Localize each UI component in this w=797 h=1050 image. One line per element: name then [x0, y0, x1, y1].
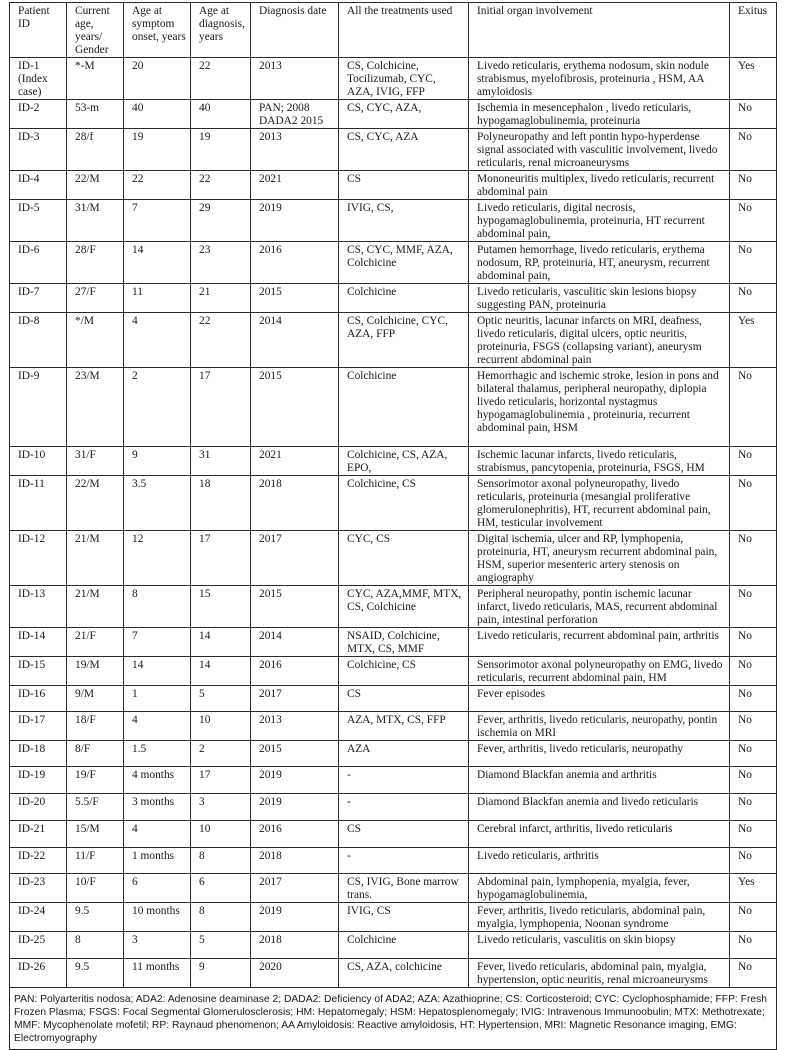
- cell-patient-id: ID-5: [10, 200, 67, 242]
- table-row: [10, 848, 777, 874]
- table-row: [10, 821, 777, 848]
- cell-exitus: No: [730, 959, 777, 988]
- cell-organ-involvement: Polyneuropathy and left pontin hypo-hyperdense signal associated with vasculitic involvement, livedo reticularis, renal microaneurysms: [469, 129, 730, 171]
- footnote-row: [10, 988, 777, 1050]
- cell-patient-id: ID-15: [10, 657, 67, 686]
- cell-age-onset: 14: [124, 242, 191, 284]
- cell-age-onset: 4: [124, 712, 191, 741]
- cell-diagnosis-date: 2019: [251, 903, 339, 932]
- cell-exitus: No: [730, 368, 777, 447]
- cell-treatments: CS, Colchicine, CYC, AZA, FFP: [339, 313, 469, 368]
- cell-age-diagnosis: 40: [191, 100, 251, 129]
- table-row: [10, 531, 777, 586]
- cell-diagnosis-date: 2021: [251, 447, 339, 476]
- cell-age-onset: 40: [124, 100, 191, 129]
- cell-diagnosis-date: PAN; 2008 DADA2 2015: [251, 100, 339, 129]
- cell-exitus: No: [730, 628, 777, 657]
- cell-patient-id: ID-19: [10, 767, 67, 794]
- cell-age-diagnosis: 31: [191, 447, 251, 476]
- cell-age-onset: 11 months: [124, 959, 191, 988]
- cell-organ-involvement: Fever, arthritis, livedo reticularis, abdominal pain, myalgia, lymphopenia, Noonan syndrome: [469, 903, 730, 932]
- cell-exitus: No: [730, 586, 777, 628]
- cell-diagnosis-date: 2018: [251, 848, 339, 874]
- cell-exitus: No: [730, 848, 777, 874]
- header-current-age-gender: Current age, years/ Gender: [67, 3, 124, 58]
- cell-age-onset: 1: [124, 686, 191, 712]
- cell-patient-id: ID-13: [10, 586, 67, 628]
- cell-age-diagnosis: 5: [191, 932, 251, 959]
- table-row: [10, 242, 777, 284]
- cell-current-age-gender: 22/M: [67, 476, 124, 531]
- cell-age-onset: 12: [124, 531, 191, 586]
- cell-diagnosis-date: 2017: [251, 874, 339, 903]
- cell-age-diagnosis: 17: [191, 368, 251, 447]
- cell-patient-id: ID-3: [10, 129, 67, 171]
- cell-treatments: Colchicine: [339, 368, 469, 447]
- cell-age-diagnosis: 2: [191, 741, 251, 767]
- cell-organ-involvement: Digital ischemia, ulcer and RP, lymphopenia, proteinuria, HT, aneurysm recurrent abdominal pain, HSM, superior mesenteric artery stenosis on angiography: [469, 531, 730, 586]
- cell-organ-involvement: Fever, arthritis, livedo reticularis, neuropathy: [469, 741, 730, 767]
- cell-patient-id: ID-20: [10, 794, 67, 821]
- cell-diagnosis-date: 2021: [251, 171, 339, 200]
- cell-age-onset: 10 months: [124, 903, 191, 932]
- cell-diagnosis-date: 2014: [251, 628, 339, 657]
- cell-treatments: AZA, MTX, CS, FFP: [339, 712, 469, 741]
- cell-treatments: CS: [339, 821, 469, 848]
- cell-treatments: Colchicine, CS: [339, 657, 469, 686]
- cell-age-diagnosis: 22: [191, 171, 251, 200]
- cell-exitus: Yes: [730, 58, 777, 100]
- cell-current-age-gender: 53-m: [67, 100, 124, 129]
- cell-exitus: No: [730, 821, 777, 848]
- cell-patient-id: ID-21: [10, 821, 67, 848]
- cell-current-age-gender: 21/M: [67, 586, 124, 628]
- cell-organ-involvement: Ischemia in mesencephalon , livedo reticularis, hypogamaglobulinemia, proteinuria: [469, 100, 730, 129]
- header-treatments: All the treatments used: [339, 3, 469, 58]
- cell-patient-id: ID-10: [10, 447, 67, 476]
- cell-exitus: No: [730, 932, 777, 959]
- cell-organ-involvement: Sensorimotor axonal polyneuropathy, livedo reticularis, proteinuria (mesangial proliferative glomerulonephritis), HT, recurrent abdominal pain, HM, testicular involvement: [469, 476, 730, 531]
- cell-treatments: Colchicine, CS, AZA, EPO,: [339, 447, 469, 476]
- cell-treatments: CS: [339, 686, 469, 712]
- cell-treatments: AZA: [339, 741, 469, 767]
- cell-age-onset: 6: [124, 874, 191, 903]
- table-row: [10, 712, 777, 741]
- cell-patient-id: ID-24: [10, 903, 67, 932]
- table-row: [10, 628, 777, 657]
- cell-age-diagnosis: 5: [191, 686, 251, 712]
- cell-diagnosis-date: 2016: [251, 657, 339, 686]
- cell-treatments: Colchicine, CS: [339, 476, 469, 531]
- cell-organ-involvement: Diamond Blackfan anemia and arthritis: [469, 767, 730, 794]
- cell-patient-id: ID-16: [10, 686, 67, 712]
- table-row: [10, 903, 777, 932]
- header-row: [10, 3, 777, 58]
- cell-diagnosis-date: 2015: [251, 368, 339, 447]
- header-patient-id: Patient ID: [10, 3, 67, 58]
- table-body: [10, 58, 777, 988]
- cell-treatments: CS, IVIG, Bone marrow trans.: [339, 874, 469, 903]
- cell-organ-involvement: Peripheral neuropathy, pontin ischemic lacunar infarct, livedo reticularis, MAS, recurrent abdominal pain, intestinal perforation: [469, 586, 730, 628]
- header-age-diagnosis: Age at diagnosis, years: [191, 3, 251, 58]
- cell-treatments: CS, CYC, AZA,: [339, 100, 469, 129]
- cell-organ-involvement: Hemorrhagic and ischemic stroke, lesion in pons and bilateral thalamus, peripheral neuropathy, diplopia livedo reticularis, horizontal nystagmus hypogamaglobulinemia , proteinuria, recurrent abdominal pain, HSM: [469, 368, 730, 447]
- cell-age-diagnosis: 19: [191, 129, 251, 171]
- cell-exitus: No: [730, 476, 777, 531]
- cell-organ-involvement: Livedo reticularis, arthritis: [469, 848, 730, 874]
- cell-patient-id: ID-18: [10, 741, 67, 767]
- cell-patient-id: ID-26: [10, 959, 67, 988]
- table-row: [10, 686, 777, 712]
- cell-organ-involvement: Livedo reticularis, vasculitic skin lesions biopsy suggesting PAN, proteinuria: [469, 284, 730, 313]
- cell-exitus: Yes: [730, 313, 777, 368]
- table-row: [10, 794, 777, 821]
- table-row: [10, 586, 777, 628]
- cell-age-diagnosis: 10: [191, 712, 251, 741]
- table-row: [10, 476, 777, 531]
- cell-age-onset: 4: [124, 313, 191, 368]
- cell-age-diagnosis: 8: [191, 848, 251, 874]
- cell-exitus: No: [730, 767, 777, 794]
- table-row: [10, 767, 777, 794]
- cell-organ-involvement: Fever episodes: [469, 686, 730, 712]
- cell-organ-involvement: Sensorimotor axonal polyneuropathy on EMG, livedo reticularis, recurrent abdominal pain, HM: [469, 657, 730, 686]
- cell-age-onset: 7: [124, 628, 191, 657]
- cell-treatments: -: [339, 794, 469, 821]
- cell-organ-involvement: Fever, livedo reticularis, abdominal pain, myalgia, hypertension, optic neuritis, renal microaneurysms: [469, 959, 730, 988]
- cell-treatments: CS, AZA, colchicine: [339, 959, 469, 988]
- cell-organ-involvement: Livedo reticularis, vasculitis on skin biopsy: [469, 932, 730, 959]
- table-row: [10, 368, 777, 447]
- cell-current-age-gender: 9/M: [67, 686, 124, 712]
- cell-treatments: Colchicine: [339, 284, 469, 313]
- cell-patient-id: ID-23: [10, 874, 67, 903]
- cell-patient-id: ID-9: [10, 368, 67, 447]
- cell-diagnosis-date: 2013: [251, 58, 339, 100]
- cell-treatments: CYC, AZA,MMF, MTX, CS, Colchicine: [339, 586, 469, 628]
- cell-age-onset: 22: [124, 171, 191, 200]
- cell-exitus: No: [730, 171, 777, 200]
- cell-exitus: No: [730, 686, 777, 712]
- cell-current-age-gender: 31/M: [67, 200, 124, 242]
- cell-diagnosis-date: 2017: [251, 531, 339, 586]
- cell-treatments: CYC, CS: [339, 531, 469, 586]
- cell-age-diagnosis: 6: [191, 874, 251, 903]
- cell-organ-involvement: Ischemic lacunar infarcts, livedo reticularis, strabismus, pancytopenia, proteinuria, FSGS, HM: [469, 447, 730, 476]
- cell-age-onset: 7: [124, 200, 191, 242]
- table-row: [10, 959, 777, 988]
- cell-patient-id: ID-17: [10, 712, 67, 741]
- cell-treatments: CS: [339, 171, 469, 200]
- cell-patient-id: ID-22: [10, 848, 67, 874]
- cell-treatments: -: [339, 848, 469, 874]
- cell-age-onset: 4 months: [124, 767, 191, 794]
- cell-exitus: No: [730, 242, 777, 284]
- table-row: [10, 447, 777, 476]
- cell-age-diagnosis: 15: [191, 586, 251, 628]
- cell-current-age-gender: */M: [67, 313, 124, 368]
- table-row: [10, 284, 777, 313]
- cell-age-onset: 3: [124, 932, 191, 959]
- cell-diagnosis-date: 2018: [251, 476, 339, 531]
- cell-organ-involvement: Cerebral infarct, arthritis, livedo reticularis: [469, 821, 730, 848]
- table-row: [10, 171, 777, 200]
- cell-treatments: -: [339, 767, 469, 794]
- table-row: [10, 874, 777, 903]
- cell-exitus: No: [730, 657, 777, 686]
- cell-treatments: Colchicine: [339, 932, 469, 959]
- cell-age-onset: 2: [124, 368, 191, 447]
- cell-exitus: No: [730, 129, 777, 171]
- cell-treatments: NSAID, Colchicine, MTX, CS, MMF: [339, 628, 469, 657]
- cell-age-diagnosis: 18: [191, 476, 251, 531]
- cell-age-diagnosis: 17: [191, 767, 251, 794]
- cell-age-diagnosis: 29: [191, 200, 251, 242]
- cell-patient-id: ID-6: [10, 242, 67, 284]
- header-exitus: Exitus: [730, 3, 777, 58]
- cell-age-onset: 20: [124, 58, 191, 100]
- cell-diagnosis-date: 2016: [251, 242, 339, 284]
- cell-organ-involvement: Putamen hemorrhage, livedo reticularis, erythema nodosum, RP, proteinuria, HT, aneurysm, recurrent abdominal pain,: [469, 242, 730, 284]
- cell-organ-involvement: Livedo reticularis, digital necrosis, hypogamaglobulinemia, proteinuria, HT recurrent abdominal pain,: [469, 200, 730, 242]
- cell-patient-id: ID-8: [10, 313, 67, 368]
- cell-age-diagnosis: 9: [191, 959, 251, 988]
- cell-age-diagnosis: 17: [191, 531, 251, 586]
- cell-organ-involvement: Livedo reticularis, erythema nodosum, skin nodule strabismus, myelofibrosis, proteinuria , HSM, AA amyloidosis: [469, 58, 730, 100]
- cell-current-age-gender: 21/M: [67, 531, 124, 586]
- header-diagnosis-date: Diagnosis date: [251, 3, 339, 58]
- cell-diagnosis-date: 2014: [251, 313, 339, 368]
- cell-current-age-gender: 31/F: [67, 447, 124, 476]
- cell-exitus: No: [730, 741, 777, 767]
- cell-current-age-gender: 22/M: [67, 171, 124, 200]
- cell-diagnosis-date: 2013: [251, 712, 339, 741]
- cell-organ-involvement: Livedo reticularis, recurrent abdominal pain, arthritis: [469, 628, 730, 657]
- cell-patient-id: ID-7: [10, 284, 67, 313]
- cell-diagnosis-date: 2013: [251, 129, 339, 171]
- cell-age-diagnosis: 8: [191, 903, 251, 932]
- table-row: [10, 100, 777, 129]
- table-row: [10, 58, 777, 100]
- cell-treatments: CS, CYC, MMF, AZA, Colchicine: [339, 242, 469, 284]
- cell-current-age-gender: 28/f: [67, 129, 124, 171]
- table-row: [10, 741, 777, 767]
- cell-age-diagnosis: 22: [191, 58, 251, 100]
- cell-current-age-gender: 9.5: [67, 959, 124, 988]
- cell-exitus: No: [730, 531, 777, 586]
- cell-treatments: IVIG, CS: [339, 903, 469, 932]
- table-row: [10, 932, 777, 959]
- header-organ-involvement: Initial organ involvement: [469, 3, 730, 58]
- cell-age-onset: 8: [124, 586, 191, 628]
- cell-current-age-gender: 8: [67, 932, 124, 959]
- cell-exitus: No: [730, 284, 777, 313]
- cell-diagnosis-date: 2015: [251, 586, 339, 628]
- cell-age-diagnosis: 14: [191, 657, 251, 686]
- cell-age-diagnosis: 14: [191, 628, 251, 657]
- table-row: [10, 313, 777, 368]
- cell-organ-involvement: Diamond Blackfan anemia and livedo reticularis: [469, 794, 730, 821]
- cell-patient-id: ID-4: [10, 171, 67, 200]
- cell-age-diagnosis: 10: [191, 821, 251, 848]
- cell-diagnosis-date: 2019: [251, 200, 339, 242]
- cell-patient-id: ID-12: [10, 531, 67, 586]
- cell-organ-involvement: Mononeuritis multiplex, livedo reticularis, recurrent abdominal pain: [469, 171, 730, 200]
- cell-treatments: IVIG, CS,: [339, 200, 469, 242]
- cell-current-age-gender: 11/F: [67, 848, 124, 874]
- cell-diagnosis-date: 2017: [251, 686, 339, 712]
- cell-patient-id: ID-25: [10, 932, 67, 959]
- cell-age-onset: 3.5: [124, 476, 191, 531]
- cell-diagnosis-date: 2019: [251, 767, 339, 794]
- table-container: [9, 2, 776, 1050]
- cell-exitus: Yes: [730, 874, 777, 903]
- cell-treatments: CS, CYC, AZA: [339, 129, 469, 171]
- header-age-onset: Age at symptom onset, years: [124, 3, 191, 58]
- cell-current-age-gender: 9.5: [67, 903, 124, 932]
- table-row: [10, 129, 777, 171]
- table-row: [10, 657, 777, 686]
- cell-current-age-gender: 5.5/F: [67, 794, 124, 821]
- cell-treatments: CS, Colchicine, Tocilizumab, CYC, AZA, IVIG, FFP: [339, 58, 469, 100]
- cell-current-age-gender: 19/F: [67, 767, 124, 794]
- cell-diagnosis-date: 2015: [251, 284, 339, 313]
- cell-patient-id: ID-1 (Index case): [10, 58, 67, 100]
- cell-organ-involvement: Optic neuritis, lacunar infarcts on MRI, deafness, livedo reticularis, digital ulcers, optic neuritis, proteinuria, FSGS (collapsing variant), aneurysm recurrent abdominal pain: [469, 313, 730, 368]
- cell-current-age-gender: 8/F: [67, 741, 124, 767]
- cell-diagnosis-date: 2016: [251, 821, 339, 848]
- cell-current-age-gender: 19/M: [67, 657, 124, 686]
- cell-current-age-gender: 15/M: [67, 821, 124, 848]
- cell-current-age-gender: 10/F: [67, 874, 124, 903]
- cell-patient-id: ID-14: [10, 628, 67, 657]
- cell-exitus: No: [730, 100, 777, 129]
- cell-age-diagnosis: 23: [191, 242, 251, 284]
- cell-age-onset: 11: [124, 284, 191, 313]
- cell-current-age-gender: 21/F: [67, 628, 124, 657]
- cell-age-onset: 4: [124, 821, 191, 848]
- cell-exitus: No: [730, 794, 777, 821]
- cell-current-age-gender: 18/F: [67, 712, 124, 741]
- cell-age-diagnosis: 3: [191, 794, 251, 821]
- cell-age-diagnosis: 21: [191, 284, 251, 313]
- cell-age-onset: 1 months: [124, 848, 191, 874]
- cell-age-diagnosis: 22: [191, 313, 251, 368]
- cell-diagnosis-date: 2018: [251, 932, 339, 959]
- cell-organ-involvement: Abdominal pain, lymphopenia, myalgia, fever, hypogamaglobulinemia,: [469, 874, 730, 903]
- cell-diagnosis-date: 2020: [251, 959, 339, 988]
- cell-exitus: No: [730, 200, 777, 242]
- table-row: [10, 200, 777, 242]
- cell-age-onset: 3 months: [124, 794, 191, 821]
- cell-current-age-gender: 27/F: [67, 284, 124, 313]
- abbreviations-footnote: PAN: Polyarteritis nodosa; ADA2: Adenosine deaminase 2; DADA2: Deficiency of ADA2; AZA: Azathioprine; CS: Corticosteroid; CYC: Cyclophosphamide; FFP: Fresh Frozen Plasma; FSGS: Focal Segmental Glomerulosclerosis; HM: Hepatomegaly; HSM: Hepatosplenomegaly; IVIG: Intravenous Immunoobulin; MTX: Methotrexate; MMF: Mycophenolate mofetil; RP: Raynaud phenomenon; AA Amyloidosis: Reactive amyloidosis, HT: Hypertension, MRI: Magnetic Resonance imaging, EMG: Electromyography: [10, 988, 777, 1050]
- cell-age-onset: 9: [124, 447, 191, 476]
- cell-patient-id: ID-11: [10, 476, 67, 531]
- cell-current-age-gender: 23/M: [67, 368, 124, 447]
- cell-exitus: No: [730, 447, 777, 476]
- cell-diagnosis-date: 2015: [251, 741, 339, 767]
- cell-exitus: No: [730, 903, 777, 932]
- cell-current-age-gender: 28/F: [67, 242, 124, 284]
- cell-organ-involvement: Fever, arthritis, livedo reticularis, neuropathy, pontin ischemia on MRI: [469, 712, 730, 741]
- cell-patient-id: ID-2: [10, 100, 67, 129]
- cell-age-onset: 19: [124, 129, 191, 171]
- cell-age-onset: 14: [124, 657, 191, 686]
- patient-table: [9, 2, 777, 1050]
- cell-current-age-gender: *-M: [67, 58, 124, 100]
- cell-diagnosis-date: 2019: [251, 794, 339, 821]
- cell-age-onset: 1.5: [124, 741, 191, 767]
- cell-exitus: No: [730, 712, 777, 741]
